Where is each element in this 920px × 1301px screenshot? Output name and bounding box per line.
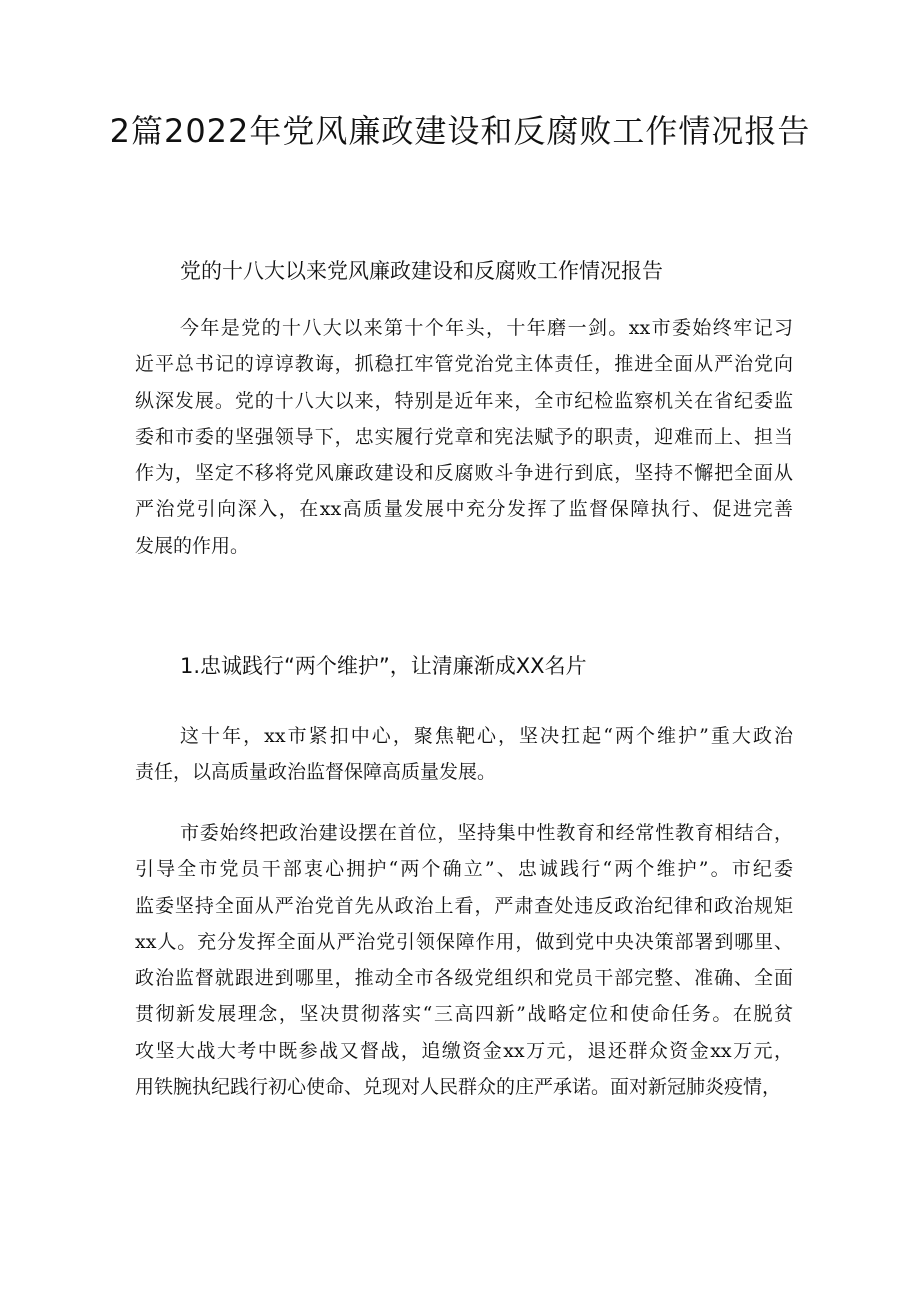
paragraph-line: 监委坚持全面从严治党首先从政治上看，严肃查处违反政治纪律和政治规矩 [135,894,793,917]
paragraph-line: 近平总书记的谆谆教诲，抓稳扛牢管党治党主体责任，推进全面从严治党向 [135,353,793,376]
paragraph-line: 严治党引向深入，在xx高质量发展中充分发挥了监督保障执行、促进完善 [135,498,793,521]
paragraph-line: 这十年，xx市紧扣中心，聚焦靶心，坚决扛起“两个维护”重大政治 [180,725,793,747]
paragraph-line: 作为，坚定不移将党风廉政建设和反腐败斗争进行到底，坚持不懈把全面从 [135,462,793,485]
paragraph-intro [135,310,793,564]
paragraph-line: 政治监督就跟进到哪里，推动全市各级党组织和党员干部完整、准确、全面 [135,967,793,990]
paragraph-line: 贯彻新发展理念，坚决贯彻落实“三高四新”战略定位和使命任务。在脱贫 [135,1003,793,1026]
paragraph-line: 今年是党的十八大以来第十个年头，十年磨一剑。xx市委始终牢记习 [180,317,793,339]
paragraph-line: 责任，以高质量政治监督保障高质量发展。 [135,761,497,784]
paragraph-line: 委和市委的坚强领导下，忠实履行党章和宪法赋予的职责，迎难而上、担当 [135,425,793,448]
paragraph-line: xx人。充分发挥全面从严治党引领保障作用，做到党中央决策部署到哪里、 [135,930,793,953]
paragraph-line: 用铁腕执纪践行初心使命、兑现对人民群众的庄严承诺。面对新冠肺炎疫情， [135,1076,782,1099]
paragraph-line: 市委始终把政治建设摆在首位，坚持集中性教育和经常性教育相结合， [180,822,793,844]
paragraph-line: 攻坚大战大考中既参战又督战，追缴资金xx万元，退还群众资金xx万元， [135,1039,793,1062]
document-title: 2篇2022年党风廉政建设和反腐败工作情况报告 [109,112,811,150]
document-subtitle: 党的十八大以来党风廉政建设和反腐败工作情况报告 [180,259,663,283]
paragraph-line: 引导全市党员干部衷心拥护“两个确立”、忠诚践行“两个维护”。市纪委 [135,858,793,881]
paragraph-section1-body [135,815,793,1105]
paragraph-section1-lead [135,718,793,791]
paragraph-line: 发展的作用。 [135,534,250,557]
paragraph-line: 纵深发展。党的十八大以来，特别是近年来，全市纪检监察机关在省纪委监 [135,389,793,412]
section-heading: 1.忠诚践行“两个维护”，让清廉渐成XX名片 [180,654,587,678]
